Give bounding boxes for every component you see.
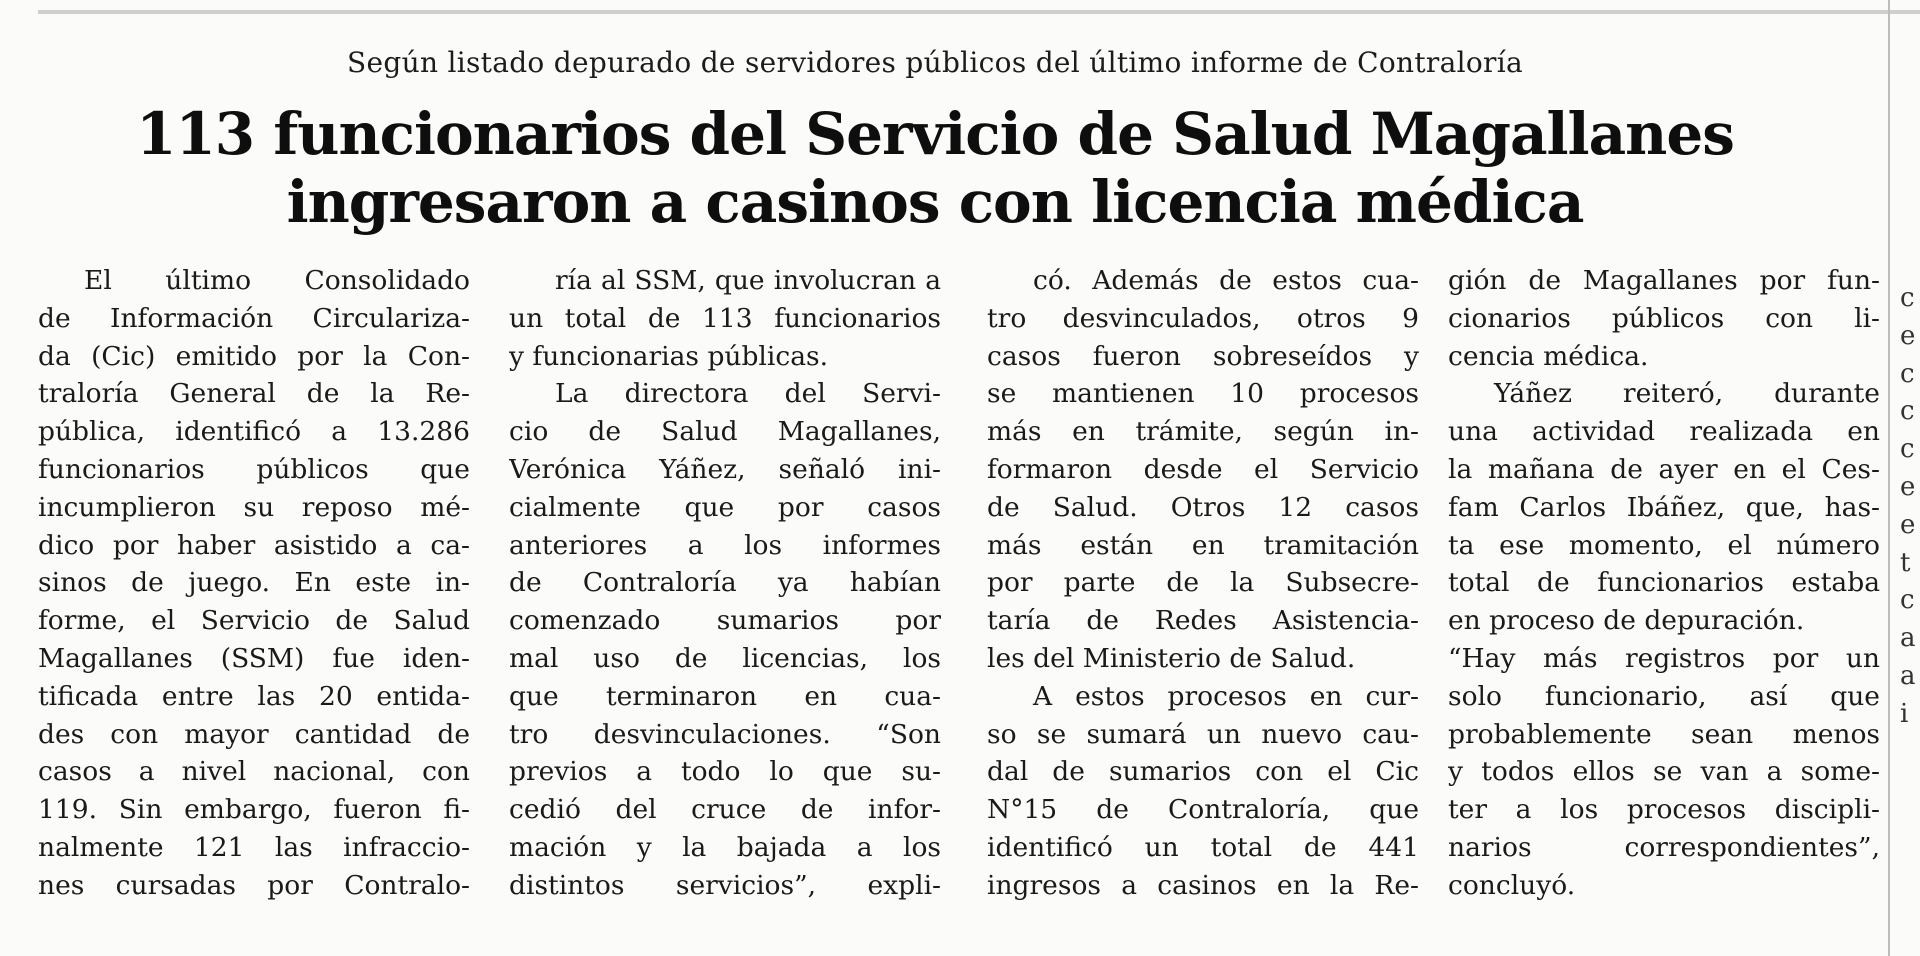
body-line: dico por haber asistido a ca- [38,529,470,561]
body-line: se mantienen 10 procesos [987,378,1419,410]
body-line: casos a nivel nacional, con [38,756,470,788]
body-line: más en trámite, según in- [987,416,1419,448]
body-line: traloría General de la Re- [38,378,470,410]
body-line: más están en tramitación [987,529,1419,561]
body-line: da (Cic) emitido por la Con- [38,340,470,372]
top-rule [38,10,1920,14]
body-line: có. Además de estos cua- [1033,265,1419,296]
body-line: El último Consolidado [84,265,470,296]
body-line: incumplieron su reposo mé- [38,491,470,523]
body-line: en proceso de depuración. [1448,605,1805,637]
body-line: dal de sumarios con el Cic [987,756,1419,788]
body-line: cionarios públicos con li- [1448,302,1880,334]
body-column-3 [987,262,1419,905]
body-line: previos a todo lo que su- [509,756,941,788]
body-line: que terminaron en cua- [509,680,941,712]
article-body [38,262,1880,922]
body-line: la mañana de ayer en el Ces- [1448,453,1880,485]
body-column-4 [1448,262,1880,905]
body-line: comenzado sumarios por [509,605,941,637]
body-line: fam Carlos Ibáñez, que, has- [1448,491,1880,523]
body-line: pública, identificó a 13.286 [38,416,470,448]
body-line: mal uso de licencias, los [509,642,941,674]
body-line: cencia médica. [1448,340,1649,372]
article-kicker: Según listado depurado de servidores públicos del último informe de Contraloría [347,46,1523,79]
body-line: y funcionarias públicas. [509,340,829,372]
body-line: funcionarios públicos que [38,453,470,485]
body-line: ter a los procesos discipli- [1448,794,1880,826]
body-line: de Salud. Otros 12 casos [987,491,1419,523]
body-line: des con mayor cantidad de [38,718,470,750]
body-line: so se sumará un nuevo cau- [987,718,1419,750]
body-line: por parte de la Subsecre- [987,567,1419,599]
body-line: forme, el Servicio de Salud [38,605,470,637]
headline-line-1: 113 funcionarios del Servicio de Salud Magallanes [136,100,1734,168]
body-line: gión de Magallanes por fun- [1448,265,1880,296]
body-line: A estos procesos en cur- [1033,680,1419,712]
body-line: cio de Salud Magallanes, [509,416,941,448]
body-line: les del Ministerio de Salud. [987,642,1356,674]
body-line: nalmente 121 las infraccio- [38,831,470,863]
body-line: identificó un total de 441 [987,831,1419,863]
body-line: total de funcionarios estaba [1448,567,1880,599]
body-line: ría al SSM, que involucran a [555,265,941,296]
body-line: nes cursadas por Contralo- [38,869,470,901]
body-line: anteriores a los informes [509,529,941,561]
body-line: tro desvinculaciones. “Son [509,718,941,750]
body-line: sinos de juego. En este in- [38,567,470,599]
body-line: probablemente sean menos [1448,718,1880,750]
body-line: tro desvinculados, otros 9 [987,302,1419,334]
body-line: cedió del cruce de infor- [509,794,941,826]
headline-line-2: ingresaron a casinos con licencia médica [286,168,1584,236]
body-line: de Información Circulariza- [38,302,470,334]
body-line: casos fueron sobreseídos y [987,340,1419,372]
body-line: ingresos a casinos en la Re- [987,869,1419,901]
body-line: cialmente que por casos [509,491,941,523]
body-line: solo funcionario, así que [1448,680,1880,712]
article-headline [0,100,1870,236]
body-line: ta ese momento, el número [1448,529,1880,561]
body-column-2 [509,262,941,905]
body-line: taría de Redes Asistencia- [987,605,1419,637]
body-line: concluyó. [1448,869,1576,901]
body-line: distintos servicios”, expli- [509,869,941,901]
body-line: narios correspondientes”, [1448,831,1880,863]
body-line: Magallanes (SSM) fue iden- [38,642,470,674]
body-line: tificada entre las 20 entida- [38,680,470,712]
body-column-1 [38,262,470,905]
body-line: de Contraloría ya habían [509,567,941,599]
body-line: “Hay más registros por un [1448,642,1880,674]
page-fold-divider [1888,0,1890,956]
body-line: 119. Sin embargo, fueron fi- [38,794,470,826]
body-line: un total de 113 funcionarios [509,302,941,334]
adjacent-article-sliver: c e c c c e e t c a a i [1900,283,1916,729]
body-line: N°15 de Contraloría, que [987,794,1419,826]
body-line: mación y la bajada a los [509,831,941,863]
body-line: y todos ellos se van a some- [1448,756,1880,788]
body-line: una actividad realizada en [1448,416,1880,448]
body-line: Yáñez reiteró, durante [1494,378,1880,410]
body-line: Verónica Yáñez, señaló ini- [509,453,941,485]
body-line: La directora del Servi- [555,378,941,410]
body-line: formaron desde el Servicio [987,453,1419,485]
